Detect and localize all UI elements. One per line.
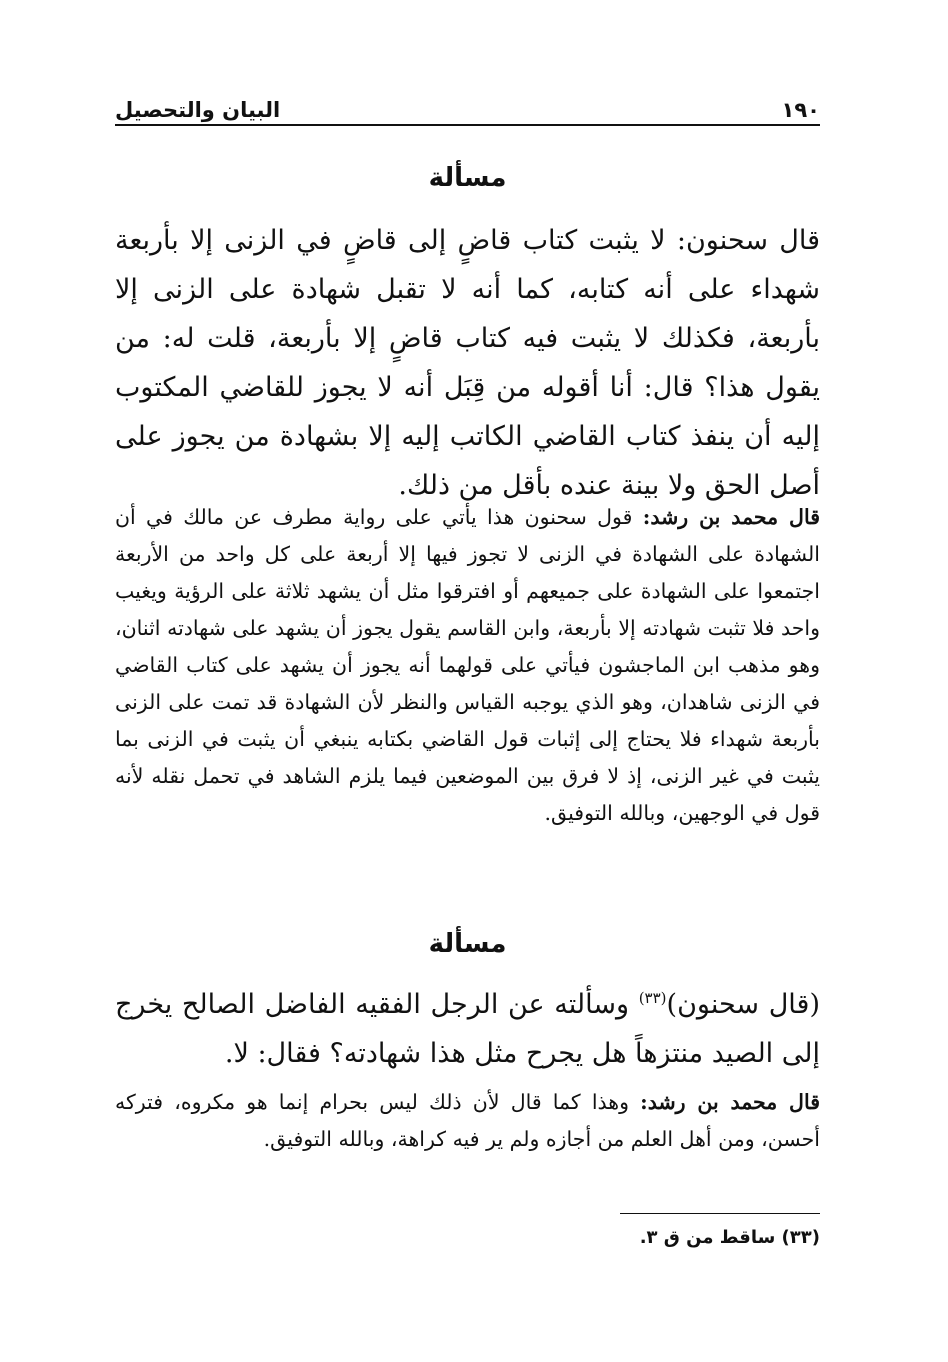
- question-paragraph-2: [115, 980, 820, 1078]
- commentary-paragraph-2: [115, 1084, 820, 1158]
- footnote-ref: (٣٣): [638, 989, 667, 1007]
- question-text-2: وسألته عن الرجل الفقيه الفاضل الصالح يخرج إلى الصيد منتزهاً هل يجرح مثل هذا شهادته؟ فقال: لا.: [115, 989, 820, 1069]
- question-speaker-2: (قال سحنون): [666, 989, 820, 1020]
- question-paragraph-1: قال سحنون: لا يثبت كتاب قاضٍ إلى قاضٍ في الزنى إلا بأربعة شهداء على أنه كتابه، كما أنه لا تقبل شهادة على الزنى إلا بأربعة، فكذلك لا يثبت فيه كتاب قاضٍ إلا بأربعة، قلت له: من يقول هذا؟ قال: أنا أقوله من قِبَل أنه لا يجوز للقاضي المكتوب إليه أن ينفذ كتاب القاضي الكاتب إليه إلا بشهادة من يجوز على أصل الحق ولا بينة عنده بأقل من ذلك.: [115, 225, 820, 501]
- commentary-lead-1: قال محمد بن رشد:: [642, 505, 820, 529]
- commentary-lead-2: قال محمد بن رشد:: [640, 1090, 820, 1114]
- page-number: ١٩٠: [781, 98, 820, 122]
- commentary-paragraph-1: [115, 499, 820, 832]
- footnote: (٣٣) ساقط من ق ٣.: [639, 1227, 820, 1248]
- commentary-text-2: وهذا كما قال لأن ذلك ليس بحرام إنما هو مكروه، فتركه أحسن، ومن أهل العلم من أجازه ولم ير فيه كراهة، وبالله التوفيق.: [115, 1090, 820, 1151]
- book-title: البيان والتحصيل: [115, 98, 281, 122]
- commentary-text-1: قول سحنون هذا يأتي على رواية مطرف عن مالك في أن الشهادة على الشهادة في الزنى لا تجوز فيها إلا أربعة على كل واحد من الأربعة اجتمعوا على الشهادة على جميعهم أو افترقوا مثل أن يشهد ثلاثة على الرؤية ويغيب واحد فلا تثبت شهادته إلا بأربعة، وابن القاسم يقول يجوز أن يشهد على شهادته اثنان، وهو مذهب ابن الماجشون فيأتي على قولهما أنه يجوز أن يشهد على كتاب القاضي في الزنى شاهدان، وهو الذي يوجبه القياس والنظر لأن الشهادة قد تمت على الزنى بأربعة شهداء فلا يحتاج إلى إثبات قول القاضي بكتابه ينبغي أن يثبت في الزنى بما يثبت في غير الزنى، إذ لا فرق بين الموضعين فيما يلزم الشاهد في تحمل نقله لأنه قول في الوجهين، وبالله التوفيق.: [115, 505, 820, 825]
- section-heading-2: مسألة: [428, 929, 507, 959]
- running-header: [115, 92, 820, 122]
- header-rule: [115, 124, 820, 126]
- footnote-rule: [620, 1213, 820, 1214]
- section-heading-1: مسألة: [428, 163, 507, 193]
